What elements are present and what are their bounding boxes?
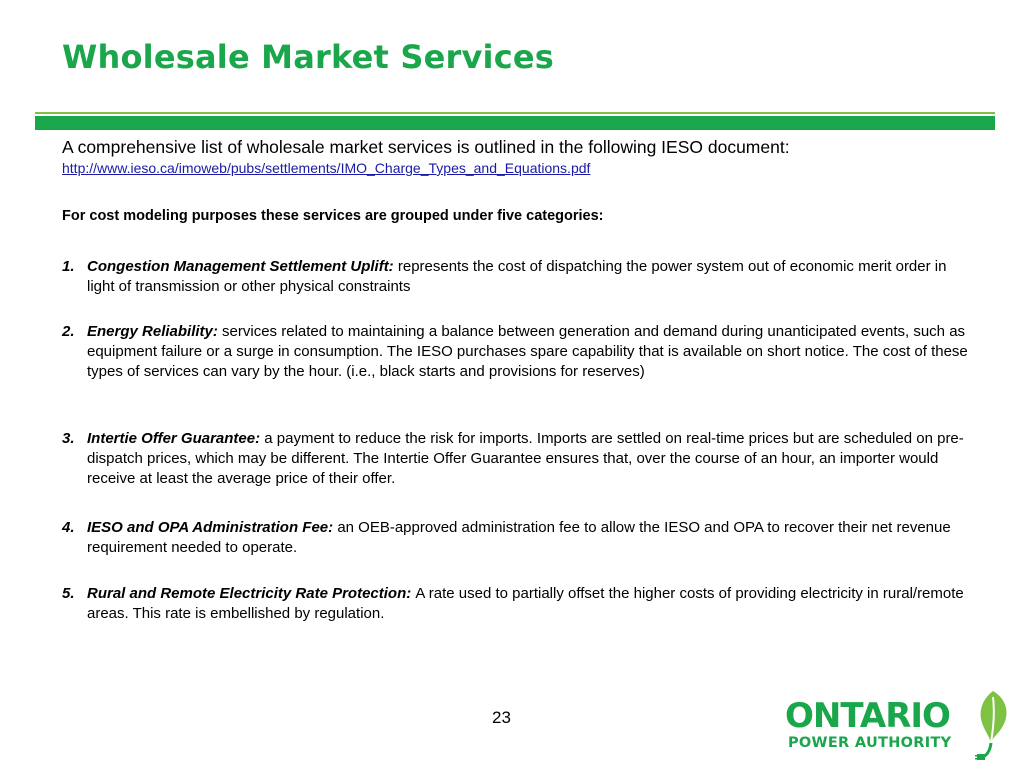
list-item-term: Intertie Offer Guarantee: xyxy=(87,430,265,447)
list-item-congestion xyxy=(62,257,972,297)
title-rule-thin xyxy=(35,112,995,114)
list-item-number: 1. xyxy=(62,258,75,275)
logo-line-power-authority: POWER AUTHORITY xyxy=(788,735,952,751)
list-item-text: services related to maintaining a balance between generation and demand during unanticipated events, such as equipment failure or a surge in consumption. The IESO purchases spare capability that is available on short notice. The cost of these types of services can vary by the hour. (i.e., black starts and provisions for reserves) xyxy=(87,323,968,380)
ontario-power-authority-logo xyxy=(785,685,1015,765)
list-item-number: 3. xyxy=(62,430,75,447)
list-item-number: 5. xyxy=(62,585,75,602)
list-item-energy-reliability xyxy=(62,322,972,382)
list-item-number: 2. xyxy=(62,323,75,340)
list-item-admin-fee xyxy=(62,518,972,558)
list-item-text: a payment to reduce the risk for imports. Imports are settled on real-time prices but are scheduled on pre-dispatch prices, which may be different. The Intertie Offer Guarantee ensures that, over the course of an hour, an importer would receive at least the average price of their offer. xyxy=(87,430,964,487)
leaf-plug-icon xyxy=(973,685,1013,765)
list-item-text: represents the cost of dispatching the power system out of economic merit order in light of transmission or other physical constraints xyxy=(87,258,947,295)
list-item-term: Rural and Remote Electricity Rate Protection: xyxy=(87,585,416,602)
list-item-term: Congestion Management Settlement Uplift: xyxy=(87,258,398,275)
list-item-intertie xyxy=(62,429,972,489)
intro-text: A comprehensive list of wholesale market services is outlined in the following IESO document: xyxy=(62,137,790,157)
ieso-document-link[interactable]: http://www.ieso.ca/imoweb/pubs/settlements/IMO_Charge_Types_and_Equations.pdf xyxy=(62,160,591,176)
list-item-text: A rate used to partially offset the higher costs of providing electricity in rural/remote areas. This rate is embellished by regulation. xyxy=(87,585,964,622)
page-number: 23 xyxy=(492,708,511,727)
title-rule-thick xyxy=(35,116,995,130)
list-item-rural-remote xyxy=(62,584,972,624)
list-item-text: an OEB-approved administration fee to allow the IESO and OPA to recover their net revenue requirement needed to operate. xyxy=(87,519,951,556)
slide-title: Wholesale Market Services xyxy=(62,38,555,76)
list-item-number: 4. xyxy=(62,519,75,536)
list-item-term: Energy Reliability: xyxy=(87,323,223,340)
logo-line-ontario: ONTARIO xyxy=(785,696,950,736)
list-item-term: IESO and OPA Administration Fee: xyxy=(87,519,338,536)
categories-lead: For cost modeling purposes these services are grouped under five categories: xyxy=(62,208,604,224)
